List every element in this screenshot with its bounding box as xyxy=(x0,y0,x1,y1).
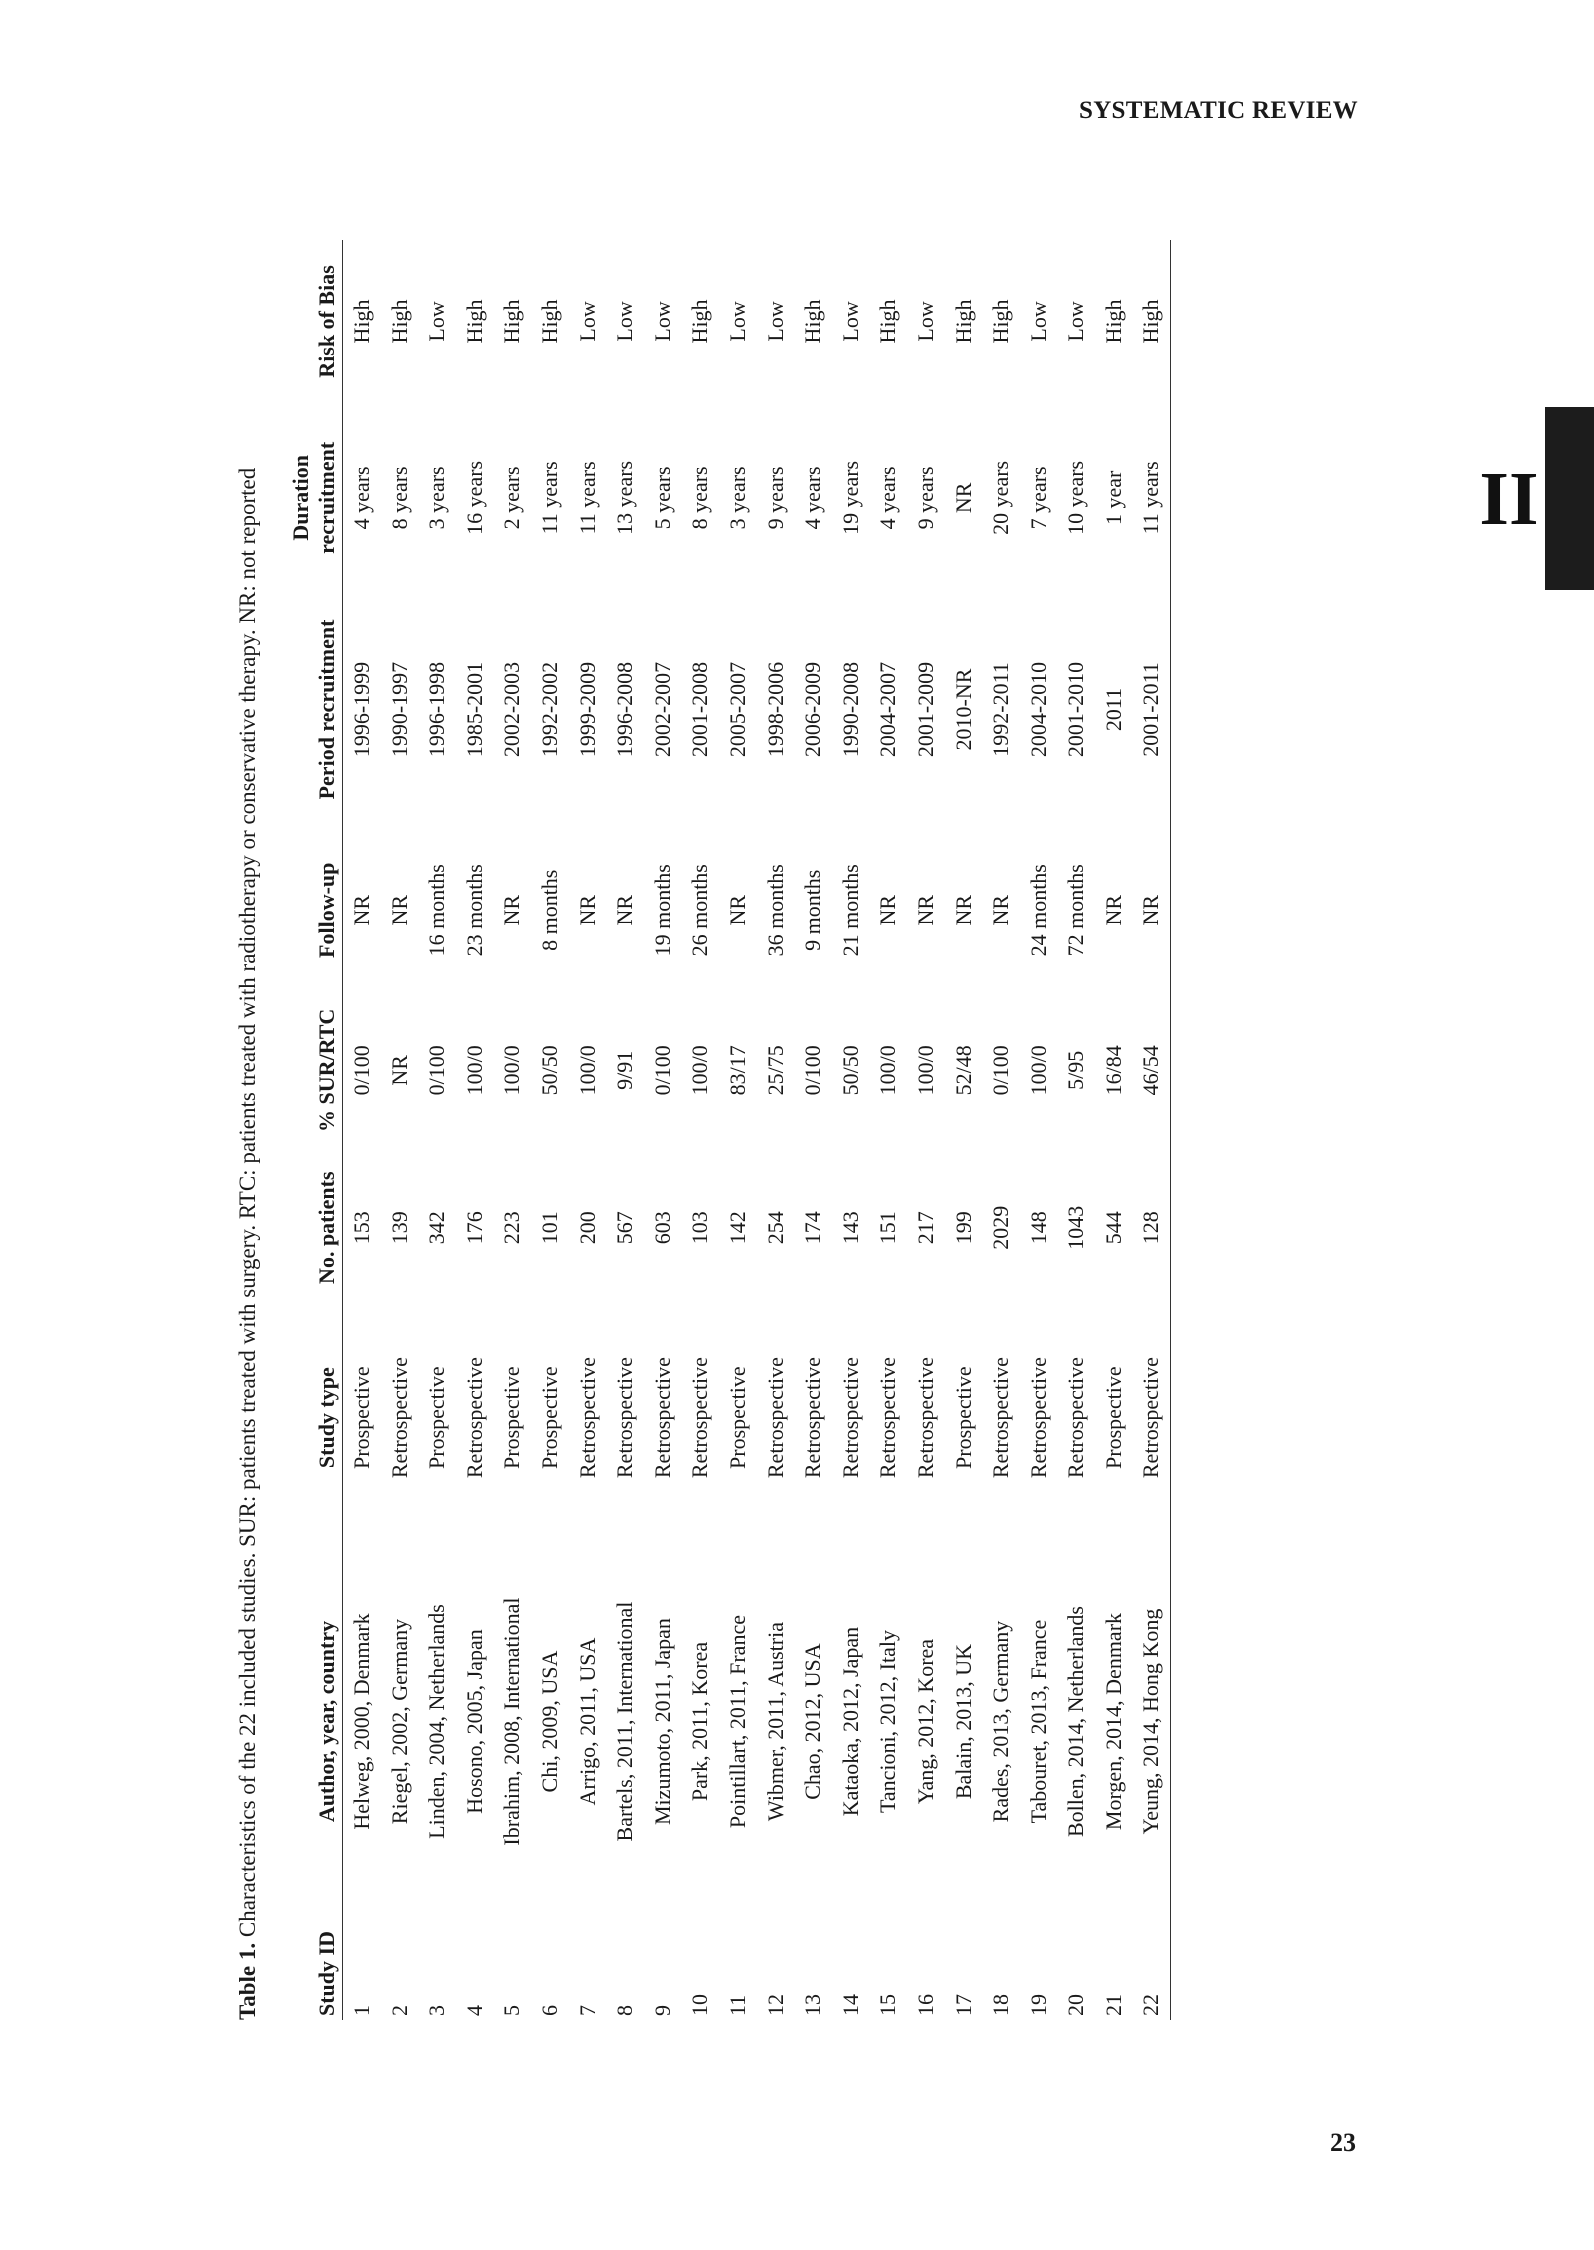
cell-follow-up: NR xyxy=(574,894,600,926)
cell-author-year-country: Mizumoto, 2011, Japan xyxy=(649,1618,675,1825)
table-body xyxy=(343,240,1171,2020)
cell-risk-of-bias: Low xyxy=(724,301,750,342)
cell-duration-recruitment: 7 years xyxy=(1025,466,1051,530)
rotated-table-block xyxy=(230,240,1180,2020)
cell-risk-of-bias: Low xyxy=(1063,301,1089,342)
cell-study-id: 18 xyxy=(988,1994,1014,2016)
cell-follow-up: 23 months xyxy=(461,864,487,957)
table-row xyxy=(343,240,381,2020)
column-header-follow-up: Follow-up xyxy=(266,826,343,994)
cell-study-id: 2 xyxy=(386,2005,412,2016)
cell-author-year-country: Kataoka, 2012, Japan xyxy=(837,1626,863,1817)
cell-period-recruitment: 1999-2009 xyxy=(574,661,600,758)
cell-follow-up: NR xyxy=(724,894,750,926)
cell-period-recruitment: 1990-2008 xyxy=(837,661,863,758)
cell-risk-of-bias: Low xyxy=(762,301,788,342)
cell-study-id: 21 xyxy=(1100,1994,1126,2016)
cell-duration-recruitment: 11 years xyxy=(574,461,600,535)
cell-author-year-country: Yang, 2012, Korea xyxy=(912,1638,938,1805)
table-row xyxy=(456,240,494,2020)
cell-period-recruitment: 2010-NR xyxy=(950,668,976,751)
cell-study-id: 14 xyxy=(837,1994,863,2016)
table-header-row xyxy=(266,240,343,2020)
cell-author-year-country: Riegel, 2002, Germany xyxy=(386,1618,412,1825)
cell-follow-up: NR xyxy=(386,894,412,926)
cell-risk-of-bias: Low xyxy=(837,301,863,342)
table-row xyxy=(757,240,795,2020)
cell-study-type: Retrospective xyxy=(612,1357,638,1479)
column-header-no-patients: No. patients xyxy=(266,1146,343,1309)
chapter-tab xyxy=(1545,407,1594,590)
cell-duration-recruitment: 4 years xyxy=(349,466,374,530)
cell-author-year-country: Yeung, 2014, Hong Kong xyxy=(1132,1526,1170,1917)
cell-period-recruitment: 1996-1998 xyxy=(424,661,450,758)
cell-follow-up: NR xyxy=(912,894,938,926)
cell-period-recruitment: 1996-1999 xyxy=(349,661,374,758)
column-header-author-year-country: Author, year, country xyxy=(266,1526,343,1917)
cell-period-recruitment: 2005-2007 xyxy=(724,661,750,758)
cell-study-id: 5 xyxy=(499,2005,525,2016)
cell-period-recruitment: 2002-2003 xyxy=(499,661,525,758)
cell-no-patients: 200 xyxy=(574,1211,600,1245)
study-characteristics-table xyxy=(266,240,1171,2020)
cell-study-id: 16 xyxy=(912,1994,938,2016)
column-header-risk-of-bias: Risk of Bias xyxy=(266,240,343,403)
cell-study-id: 3 xyxy=(424,2005,450,2016)
cell-study-type: Retrospective xyxy=(1132,1309,1170,1526)
cell-sur-rtc: 0/100 xyxy=(349,1045,374,1096)
cell-duration-recruitment: 3 years xyxy=(424,466,450,530)
cell-follow-up: 26 months xyxy=(687,864,713,957)
table-row xyxy=(418,240,456,2020)
cell-study-type: Prospective xyxy=(536,1366,562,1469)
cell-sur-rtc: NR xyxy=(386,1055,412,1086)
cell-author-year-country: Pointillart, 2011, France xyxy=(724,1615,750,1829)
cell-follow-up: 19 months xyxy=(649,864,675,957)
cell-study-id: 9 xyxy=(649,2005,675,2016)
cell-no-patients: 101 xyxy=(536,1211,562,1245)
cell-study-type: Prospective xyxy=(424,1366,450,1469)
cell-study-type: Retrospective xyxy=(574,1357,600,1479)
cell-sur-rtc: 0/100 xyxy=(988,1045,1014,1096)
table-row xyxy=(794,240,832,2020)
cell-author-year-country: Ibrahim, 2008, International xyxy=(499,1597,525,1846)
cell-sur-rtc: 83/17 xyxy=(724,1045,750,1096)
cell-study-type: Prospective xyxy=(499,1366,525,1469)
chapter-numeral: II xyxy=(1479,457,1539,541)
cell-period-recruitment: 2001-2010 xyxy=(1063,661,1089,758)
table-caption-text: Characteristics of the 22 included studies. SUR: patients treated with surgery. RTC: patients treated with radiotherapy or conservative therapy. NR: not reported xyxy=(235,467,260,1943)
cell-risk-of-bias: High xyxy=(687,299,713,344)
cell-period-recruitment: 2004-2010 xyxy=(1025,661,1051,758)
cell-sur-rtc: 52/48 xyxy=(950,1045,976,1096)
cell-risk-of-bias: High xyxy=(1100,299,1126,344)
cell-period-recruitment: 2002-2007 xyxy=(649,661,675,758)
cell-study-id: 10 xyxy=(687,1994,713,2016)
cell-no-patients: 143 xyxy=(837,1211,863,1245)
cell-no-patients: 148 xyxy=(1025,1211,1051,1245)
cell-duration-recruitment: 8 years xyxy=(687,466,713,530)
cell-study-type: Retrospective xyxy=(988,1357,1014,1479)
cell-risk-of-bias: Low xyxy=(574,301,600,342)
cell-duration-recruitment: 8 years xyxy=(386,466,412,530)
cell-duration-recruitment: 19 years xyxy=(837,460,863,535)
table-row xyxy=(381,240,419,2020)
cell-duration-recruitment: 4 years xyxy=(800,466,826,530)
cell-sur-rtc: 46/54 xyxy=(1132,994,1170,1146)
cell-follow-up: 24 months xyxy=(1025,864,1051,957)
cell-author-year-country: Hosono, 2005, Japan xyxy=(461,1629,487,1814)
cell-duration-recruitment: 1 year xyxy=(1100,470,1126,526)
cell-duration-recruitment: 3 years xyxy=(724,466,750,530)
cell-study-id: 4 xyxy=(461,2005,487,2016)
cell-study-type: Retrospective xyxy=(762,1357,788,1479)
cell-study-type: Prospective xyxy=(950,1366,976,1469)
cell-study-type: Prospective xyxy=(349,1366,374,1469)
cell-no-patients: 342 xyxy=(424,1211,450,1245)
cell-study-id: 8 xyxy=(612,2005,638,2016)
cell-study-id: 11 xyxy=(724,1994,750,2016)
cell-duration-recruitment: 20 years xyxy=(988,460,1014,535)
cell-period-recruitment: 1996-2008 xyxy=(612,661,638,758)
cell-risk-of-bias: High xyxy=(386,299,412,344)
cell-author-year-country: Tancioni, 2012, Italy xyxy=(875,1630,901,1814)
table-row xyxy=(531,240,569,2020)
table-row xyxy=(719,240,757,2020)
cell-sur-rtc: 100/0 xyxy=(875,1045,901,1096)
cell-risk-of-bias: Low xyxy=(1025,301,1051,342)
cell-author-year-country: Arrigo, 2011, USA xyxy=(574,1637,600,1806)
cell-author-year-country: Morgen, 2014, Denmark xyxy=(1100,1612,1126,1831)
cell-no-patients: 2029 xyxy=(988,1205,1014,1250)
page-number: 23 xyxy=(1330,2128,1356,2157)
cell-risk-of-bias: Low xyxy=(649,301,675,342)
cell-study-id: 6 xyxy=(536,2005,562,2016)
cell-author-year-country: Chao, 2012, USA xyxy=(800,1643,826,1800)
cell-study-type: Retrospective xyxy=(837,1357,863,1479)
table-caption-label: Table 1. xyxy=(235,1942,260,2020)
cell-period-recruitment: 2006-2009 xyxy=(800,661,826,758)
cell-no-patients: 174 xyxy=(800,1211,826,1245)
table-row xyxy=(907,240,945,2020)
cell-follow-up: NR xyxy=(875,894,901,926)
cell-duration-recruitment: 11 years xyxy=(1132,403,1170,593)
cell-sur-rtc: 0/100 xyxy=(424,1045,450,1096)
cell-study-type: Retrospective xyxy=(649,1357,675,1479)
cell-risk-of-bias: High xyxy=(499,299,525,344)
cell-follow-up: 16 months xyxy=(424,864,450,957)
cell-no-patients: 603 xyxy=(649,1211,675,1245)
cell-study-id: 15 xyxy=(875,1994,901,2016)
cell-duration-recruitment: 10 years xyxy=(1063,460,1089,535)
cell-no-patients: 217 xyxy=(912,1211,938,1245)
table-row xyxy=(569,240,607,2020)
table-row xyxy=(681,240,719,2020)
cell-author-year-country: Tabouret, 2013, France xyxy=(1025,1619,1051,1824)
cell-no-patients: 142 xyxy=(724,1211,750,1245)
cell-duration-recruitment: 2 years xyxy=(499,466,525,530)
table-row xyxy=(1132,240,1170,2020)
cell-study-type: Retrospective xyxy=(386,1357,412,1479)
cell-author-year-country: Helweg, 2000, Denmark xyxy=(349,1613,374,1830)
cell-sur-rtc: 100/0 xyxy=(912,1045,938,1096)
cell-period-recruitment: 1992-2011 xyxy=(988,662,1014,757)
cell-sur-rtc: 50/50 xyxy=(837,1045,863,1096)
cell-sur-rtc: 100/0 xyxy=(1025,1045,1051,1096)
cell-follow-up: NR xyxy=(612,894,638,926)
table-row xyxy=(869,240,907,2020)
cell-study-id: 22 xyxy=(1132,1917,1170,2020)
cell-duration-recruitment: 11 years xyxy=(536,461,562,535)
cell-period-recruitment: 1992-2002 xyxy=(536,661,562,758)
cell-follow-up: NR xyxy=(1100,894,1126,926)
cell-study-type: Prospective xyxy=(724,1366,750,1469)
table-row xyxy=(1057,240,1095,2020)
cell-sur-rtc: 50/50 xyxy=(536,1045,562,1096)
cell-period-recruitment: 2001-2009 xyxy=(912,661,938,758)
cell-period-recruitment: 1985-2001 xyxy=(461,661,487,758)
cell-sur-rtc: 0/100 xyxy=(649,1045,675,1096)
cell-study-id: 19 xyxy=(1025,1994,1051,2016)
cell-sur-rtc: 9/91 xyxy=(612,1050,638,1090)
column-header-sur-rtc: % SUR/RTC xyxy=(266,994,343,1146)
cell-duration-recruitment: 13 years xyxy=(612,460,638,535)
cell-author-year-country: Bollen, 2014, Netherlands xyxy=(1063,1606,1089,1838)
table-row xyxy=(644,240,682,2020)
cell-risk-of-bias: High xyxy=(536,299,562,344)
cell-no-patients: 128 xyxy=(1132,1146,1170,1309)
cell-period-recruitment: 2011 xyxy=(1100,687,1126,732)
cell-sur-rtc: 100/0 xyxy=(687,1045,713,1096)
column-header-study-id: Study ID xyxy=(266,1917,343,2020)
cell-author-year-country: Linden, 2004, Netherlands xyxy=(424,1604,450,1839)
cell-follow-up: NR xyxy=(1132,826,1170,994)
cell-follow-up: 72 months xyxy=(1063,864,1089,957)
cell-study-type: Retrospective xyxy=(687,1357,713,1479)
cell-risk-of-bias: Low xyxy=(612,301,638,342)
cell-risk-of-bias: High xyxy=(800,299,826,344)
cell-no-patients: 151 xyxy=(875,1211,901,1245)
cell-study-type: Retrospective xyxy=(1025,1357,1051,1479)
cell-sur-rtc: 0/100 xyxy=(800,1045,826,1096)
cell-follow-up: NR xyxy=(499,894,525,926)
cell-study-type: Retrospective xyxy=(912,1357,938,1479)
cell-sur-rtc: 25/75 xyxy=(762,1045,788,1096)
table-row xyxy=(832,240,870,2020)
table-caption xyxy=(230,240,266,2020)
cell-follow-up: 21 months xyxy=(837,864,863,957)
cell-sur-rtc: 16/84 xyxy=(1100,1045,1126,1096)
cell-period-recruitment: 2001-2011 xyxy=(1132,593,1170,826)
cell-study-id: 12 xyxy=(762,1994,788,2016)
cell-risk-of-bias: High xyxy=(1132,240,1170,403)
table-row xyxy=(606,240,644,2020)
table-row xyxy=(493,240,531,2020)
cell-no-patients: 544 xyxy=(1100,1211,1126,1245)
column-header-study-type: Study type xyxy=(266,1309,343,1526)
cell-study-type: Prospective xyxy=(1100,1366,1126,1469)
cell-risk-of-bias: High xyxy=(950,299,976,344)
cell-study-id: 7 xyxy=(574,2005,600,2016)
table-row xyxy=(982,240,1020,2020)
cell-period-recruitment: 2004-2007 xyxy=(875,661,901,758)
column-header-duration-recruitment: Duration recruitment xyxy=(266,403,343,593)
cell-author-year-country: Wibmer, 2011, Austria xyxy=(762,1622,788,1822)
cell-no-patients: 254 xyxy=(762,1211,788,1245)
cell-study-type: Retrospective xyxy=(461,1357,487,1479)
cell-author-year-country: Park, 2011, Korea xyxy=(687,1641,713,1802)
cell-duration-recruitment: 16 years xyxy=(461,460,487,535)
cell-period-recruitment: 2001-2008 xyxy=(687,661,713,758)
cell-follow-up: NR xyxy=(988,894,1014,926)
cell-follow-up: NR xyxy=(950,894,976,926)
cell-study-type: Retrospective xyxy=(875,1357,901,1479)
cell-no-patients: 153 xyxy=(349,1211,374,1245)
cell-duration-recruitment: 9 years xyxy=(762,466,788,530)
cell-study-id: 17 xyxy=(950,1994,976,2016)
cell-follow-up: 9 months xyxy=(800,869,826,951)
cell-sur-rtc: 100/0 xyxy=(574,1045,600,1096)
cell-duration-recruitment: 9 years xyxy=(912,466,938,530)
cell-author-year-country: Bartels, 2011, International xyxy=(612,1601,638,1842)
cell-no-patients: 567 xyxy=(612,1211,638,1245)
cell-study-id: 13 xyxy=(800,1994,826,2016)
cell-study-id: 1 xyxy=(349,2005,374,2016)
cell-risk-of-bias: High xyxy=(988,299,1014,344)
cell-follow-up: NR xyxy=(349,894,374,926)
table-row xyxy=(1020,240,1058,2020)
running-header: SYSTEMATIC REVIEW xyxy=(1078,97,1358,124)
table-row xyxy=(1095,240,1133,2020)
cell-follow-up: 8 months xyxy=(536,869,562,951)
cell-study-id: 20 xyxy=(1063,1994,1089,2016)
cell-risk-of-bias: High xyxy=(349,299,374,344)
cell-author-year-country: Rades, 2013, Germany xyxy=(988,1620,1014,1823)
cell-risk-of-bias: Low xyxy=(912,301,938,342)
cell-risk-of-bias: High xyxy=(875,299,901,344)
cell-risk-of-bias: High xyxy=(461,299,487,344)
cell-risk-of-bias: Low xyxy=(424,301,450,342)
cell-author-year-country: Chi, 2009, USA xyxy=(536,1650,562,1793)
cell-duration-recruitment: NR xyxy=(950,482,976,514)
cell-period-recruitment: 1998-2006 xyxy=(762,661,788,758)
cell-no-patients: 103 xyxy=(687,1211,713,1245)
cell-no-patients: 199 xyxy=(950,1211,976,1245)
column-header-period-recruitment: Period recruitment xyxy=(266,593,343,826)
cell-duration-recruitment: 4 years xyxy=(875,466,901,530)
cell-no-patients: 1043 xyxy=(1063,1205,1089,1250)
cell-sur-rtc: 100/0 xyxy=(461,1045,487,1096)
cell-follow-up: 36 months xyxy=(762,864,788,957)
cell-study-type: Retrospective xyxy=(800,1357,826,1479)
cell-no-patients: 176 xyxy=(461,1211,487,1245)
table-row xyxy=(945,240,983,2020)
cell-study-type: Retrospective xyxy=(1063,1357,1089,1479)
cell-no-patients: 139 xyxy=(386,1211,412,1245)
cell-no-patients: 223 xyxy=(499,1211,525,1245)
cell-sur-rtc: 100/0 xyxy=(499,1045,525,1096)
cell-period-recruitment: 1990-1997 xyxy=(386,661,412,758)
cell-sur-rtc: 5/95 xyxy=(1063,1050,1089,1090)
cell-author-year-country: Balain, 2013, UK xyxy=(950,1643,976,1800)
cell-duration-recruitment: 5 years xyxy=(649,466,675,530)
